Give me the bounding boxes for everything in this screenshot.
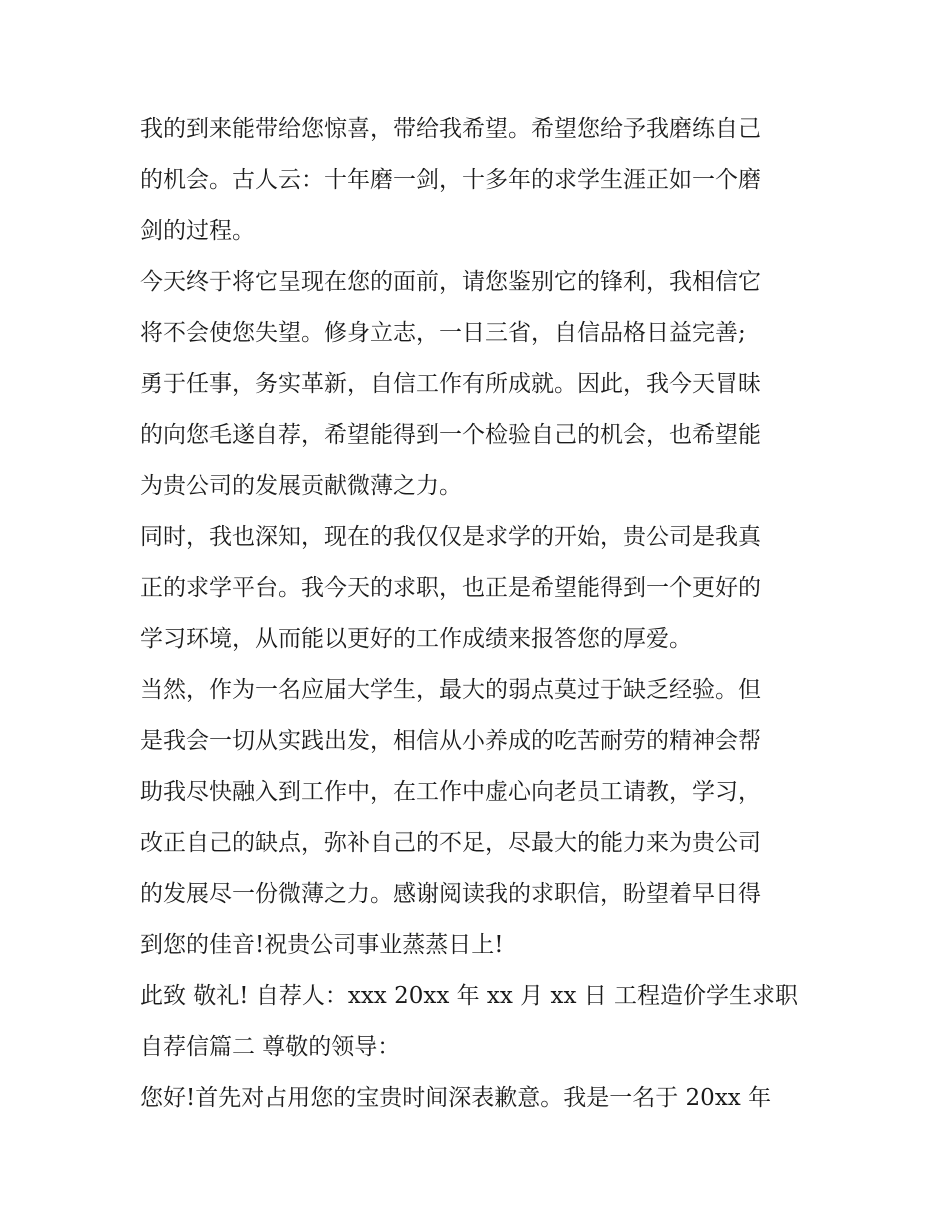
text-line: 的向您毛遂自荐，希望能得到一个检验自己的机会，也希望能	[140, 422, 761, 448]
text-line: 助我尽快融入到工作中，在工作中虚心向老员工请教，学习，	[140, 779, 761, 805]
text-line: 当然，作为一名应届大学生，最大的弱点莫过于缺乏经验。但	[140, 677, 761, 703]
text-line: 今天终于将它呈现在您的面前，请您鉴别它的锋利，我相信它	[140, 269, 761, 295]
letter-body	[140, 104, 820, 1124]
text-line: 为贵公司的发展贡献微薄之力。	[140, 473, 462, 499]
text-line: 的机会。古人云：十年磨一剑，十多年的求学生涯正如一个磨	[140, 167, 761, 193]
text-line: 此致 敬礼! 自荐人：xxx 20xx 年 xx 月 xx 日 工程造价学生求职	[140, 983, 799, 1009]
text-line: 学习环境，从而能以更好的工作成绩来报答您的厚爱。	[140, 626, 692, 652]
text-line: 剑的过程。	[140, 218, 255, 244]
text-line: 改正自己的缺点，弥补自己的不足，尽最大的能力来为贵公司	[140, 830, 761, 856]
text-line: 是我会一切从实践出发，相信从小养成的吃苦耐劳的精神会帮	[140, 728, 761, 754]
text-line: 的发展尽一份微薄之力。感谢阅读我的求职信，盼望着早日得	[140, 881, 761, 907]
text-line: 我的到来能带给您惊喜，带给我希望。希望您给予我磨练自己	[140, 116, 761, 142]
text-line: 将不会使您失望。修身立志，一日三省，自信品格日益完善;	[140, 320, 746, 346]
text-line: 同时，我也深知，现在的我仅仅是求学的开始，贵公司是我真	[140, 524, 761, 550]
text-line: 勇于任事，务实革新，自信工作有所成就。因此，我今天冒昧	[140, 371, 761, 397]
text-line: 您好!首先对占用您的宝贵时间深表歉意。我是一名于 20xx 年	[140, 1085, 772, 1111]
text-line: 自荐信篇二 尊敬的领导：	[140, 1034, 401, 1060]
text-line: 到您的佳音!祝贵公司事业蒸蒸日上!	[140, 932, 504, 958]
text-line: 正的求学平台。我今天的求职，也正是希望能得到一个更好的	[140, 575, 761, 601]
